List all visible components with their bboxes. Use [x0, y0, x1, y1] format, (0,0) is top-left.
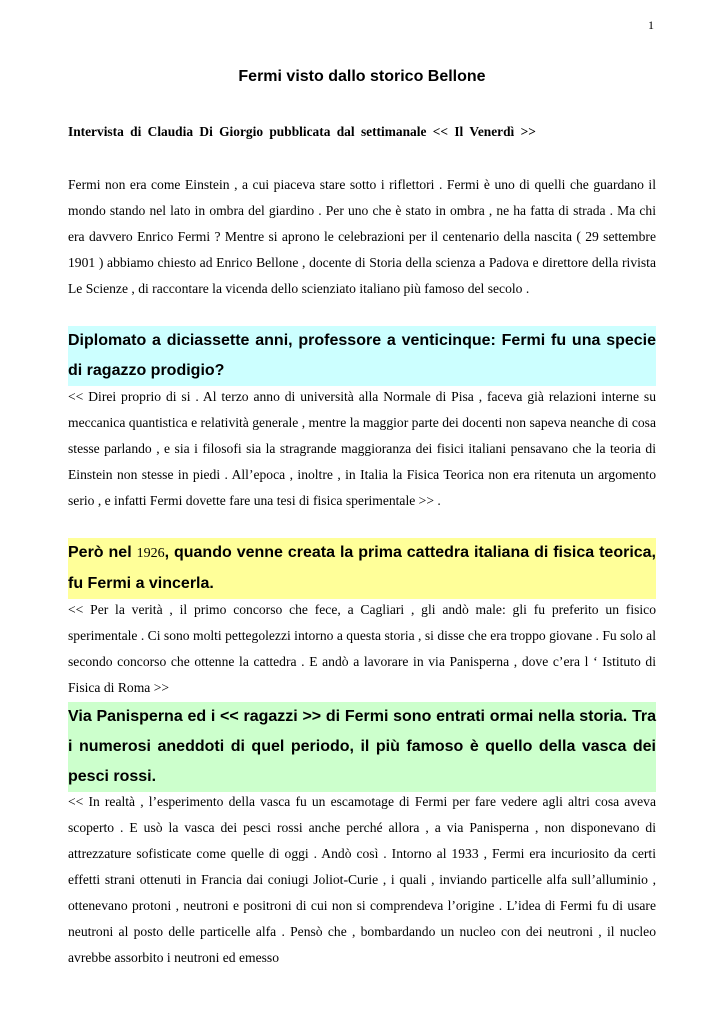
answer-3: << In realtà , l’esperimento della vasca fu un escamotage di Fermi per fare vedere agli altri cosa aveva scoperto . E usò la vasca dei pesci rossi anche perché allora , a via Panisperna , non disponevano di attrezzature sofisticate come quelle di oggi . Andò così . Intorno al 1933 , Fermi era incuriosito da certi effetti strani ottenuti in Francia dai coniugi Joliot-Curie , i quali , inviando particelle alfa sull’alluminio , ottenevano protoni , neutroni e positroni di cui non si comprendeva l’origine . L’idea di Fermi fu di usare neutroni al posto delle particelle alfa . Pensò che , bombardando un nucleo con dei neutroni , il nucleo avrebbe assorbito i neutroni ed emesso	[68, 794, 656, 965]
answer-2: << Per la verità , il primo concorso che fece, a Cagliari , gli andò male: gli fu preferito un fisico sperimentale . Ci sono molti pettegolezzi intorno a questa storia , si disse che era troppo giovane . Fu solo al secondo concorso che ottenne la cattedra . E andò a lavorare in via Panisperna , dove c’era l ‘ Istituto di Fisica di Roma >>	[68, 602, 656, 695]
article-title: Fermi visto dallo storico Bellone	[238, 68, 486, 85]
page-number: 1	[648, 18, 654, 32]
question-2-start: Però nel	[68, 544, 137, 561]
article-subtitle: Intervista di Claudia Di Giorgio pubblicata dal settimanale << Il Venerdì >>	[68, 124, 536, 139]
question-2-year: 1926	[136, 546, 165, 561]
question-1: Diplomato a diciassette anni, professore a venticinque: Fermi fu una specie di ragazzo prodigio?	[68, 326, 656, 386]
question-3: Via Panisperna ed i << ragazzi >> di Fermi sono entrati ormai nella storia. Tra i numerosi aneddoti di quel periodo, il più famoso è quello della vasca dei pesci rossi.	[68, 702, 656, 792]
question-2-end: , quando venne creata la prima cattedra italiana di fisica teorica, fu Fermi a vincerla.	[68, 544, 657, 592]
answer-1: << Direi proprio di si . Al terzo anno di università alla Normale di Pisa , faceva già relazioni interne su meccanica quantistica e relatività generale , mentre la maggior parte dei docenti non sapeva neanche di cosa stesse parlando , e sia i filosofi sia la stragrande maggioranza dei fisici italiani pensavano che la teoria di Einstein non stesse in piedi . All’epoca , inoltre , in Italia la Fisica Teorica non era ritenuta un argomento serio , e infatti Fermi dovette fare una tesi di fisica sperimentale >> .	[68, 389, 656, 508]
intro-paragraph: Fermi non era come Einstein , a cui piaceva stare sotto i riflettori . Fermi è uno di quelli che guardano il mondo stando nel lato in ombra del giardino . Per uno che è stato in ombra , ne ha fatta di strada . Ma chi era davvero Enrico Fermi ? Mentre si aprono le celebrazioni per il centenario della nascita ( 29 settembre 1901 ) abbiamo chiesto ad Enrico Bellone , docente di Storia della scienza a Padova e direttore della rivista Le Scienze , di raccontare la vicenda dello scienziato italiano più famoso del secolo .	[68, 177, 656, 296]
question-2	[68, 538, 656, 599]
